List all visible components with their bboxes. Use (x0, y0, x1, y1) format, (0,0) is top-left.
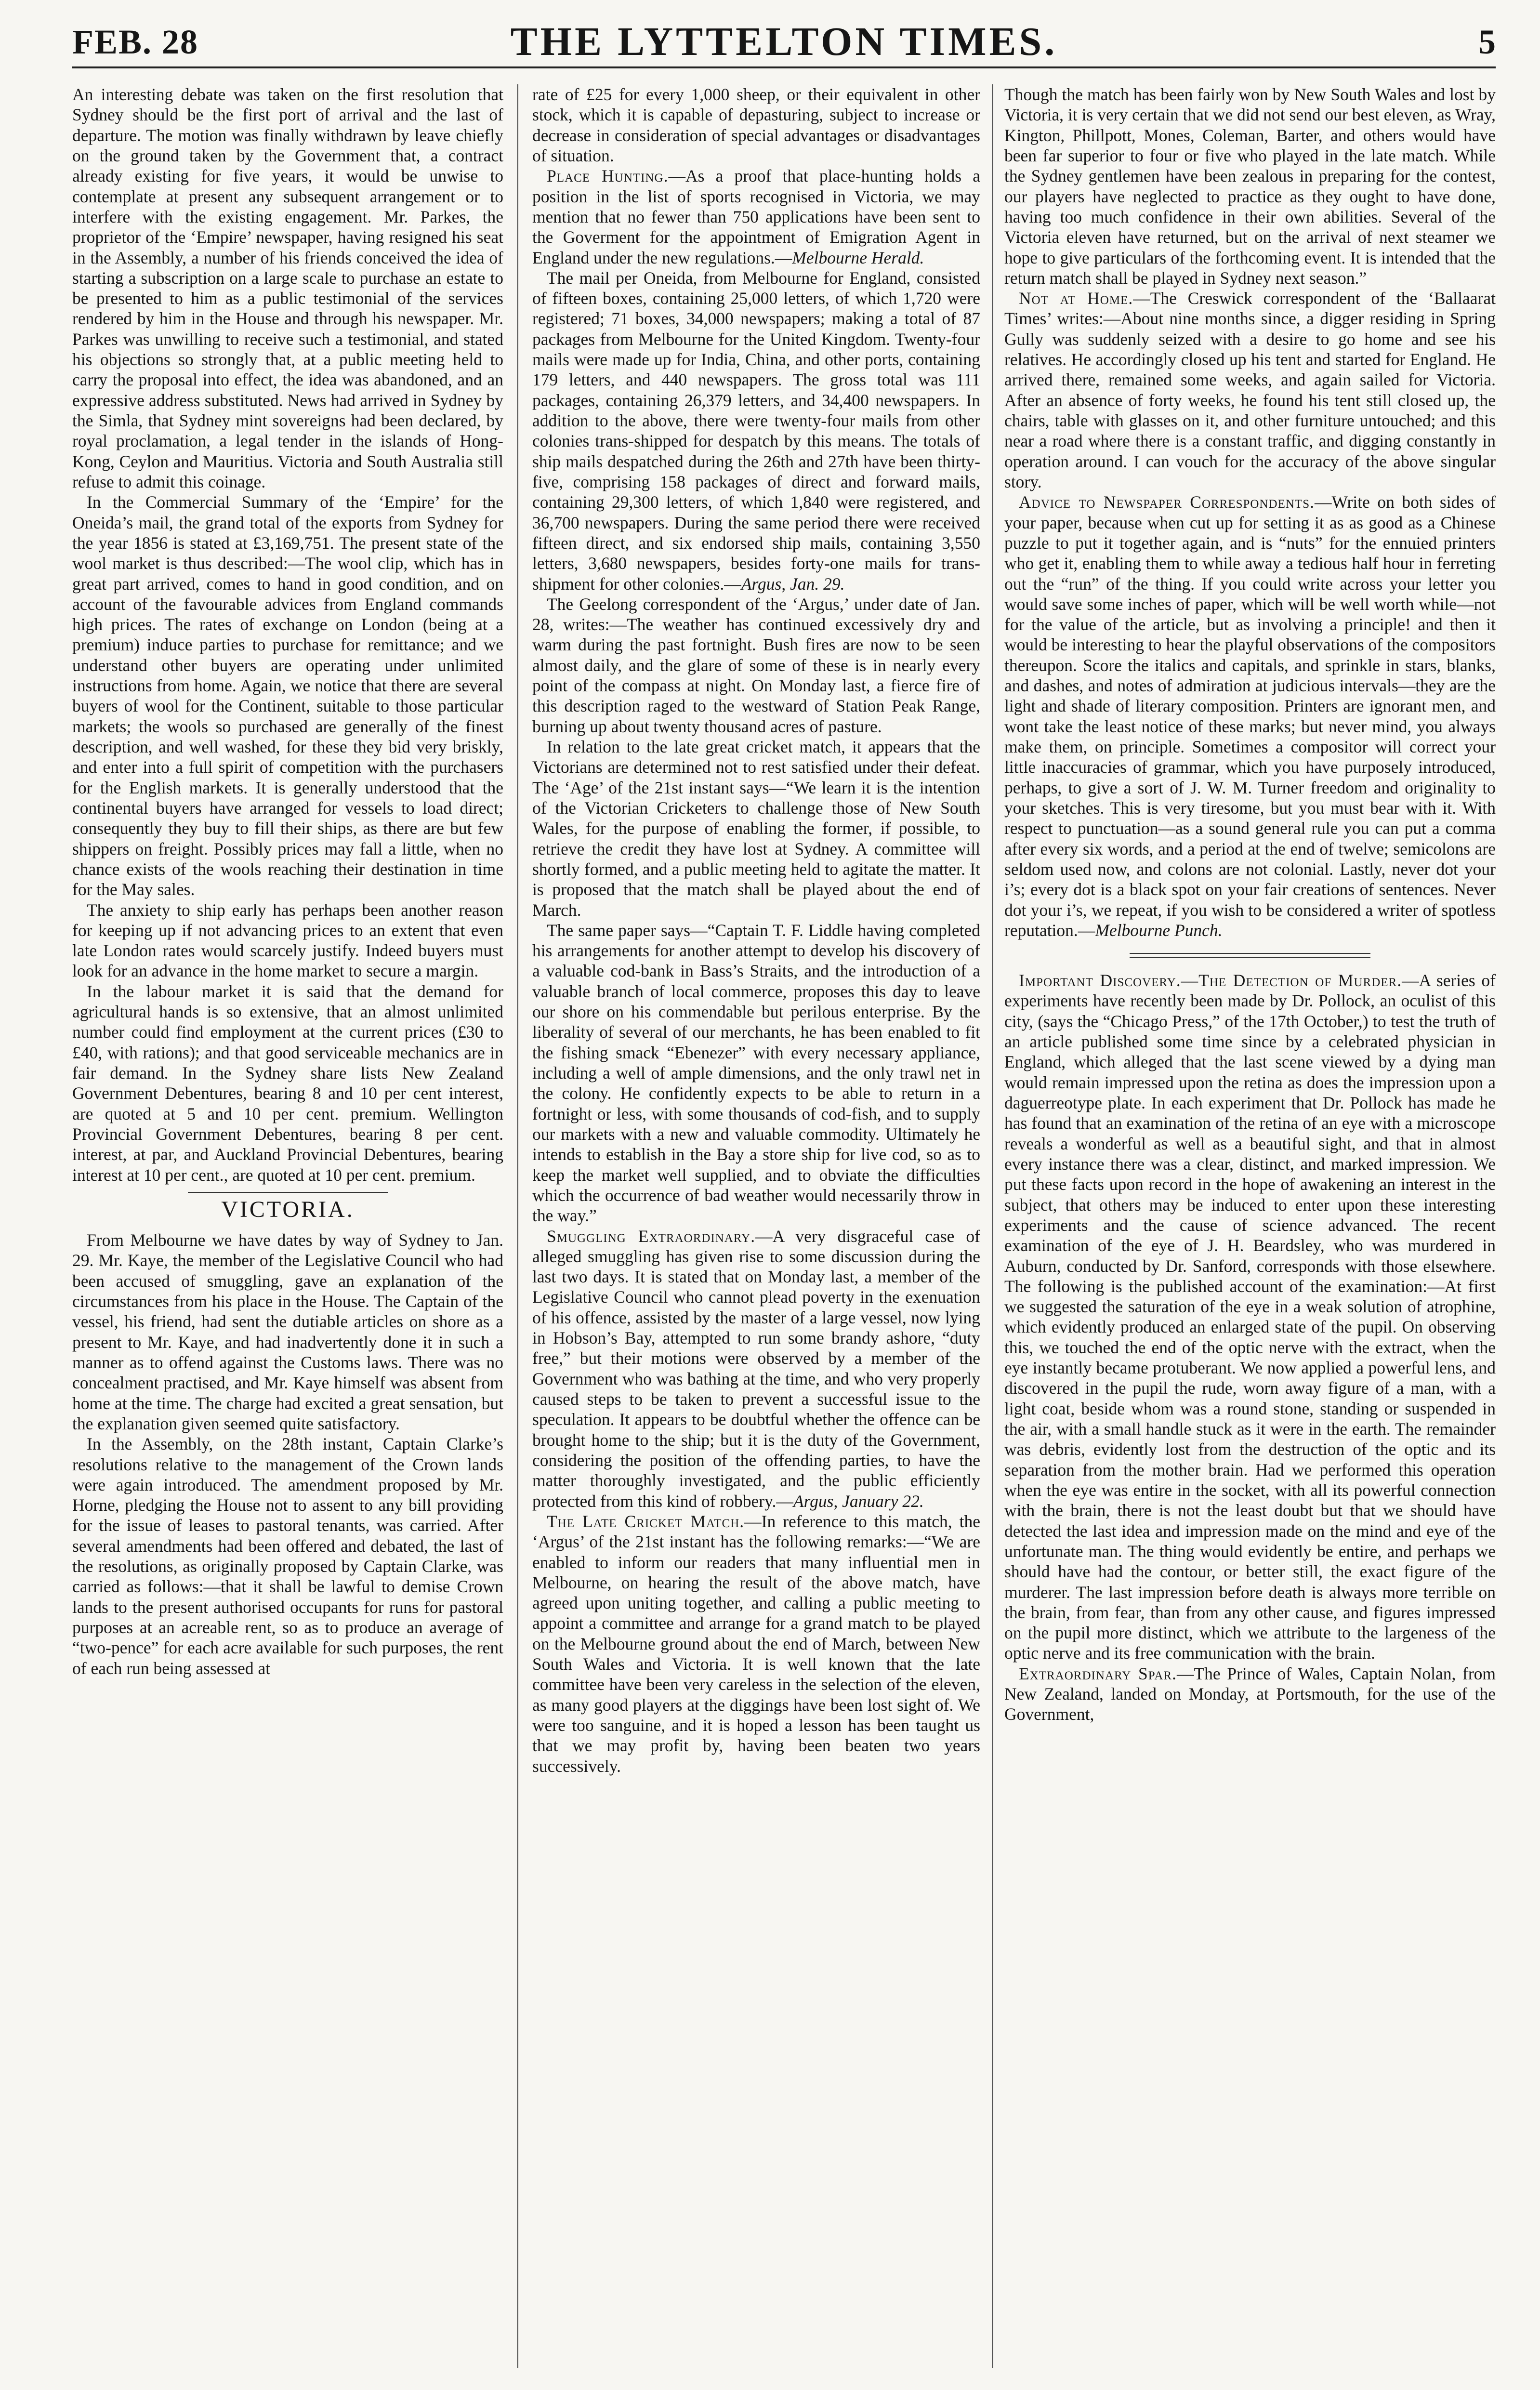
section-rule (1130, 953, 1370, 958)
article-text: —As a proof that place-hunting holds a position in the list of sports recognised in Victoria, we may mention that no fewer than 750 applications have been sent to the Goverment for the appointment of Emigration Agent in England under the new regulations.— (532, 166, 980, 267)
article-paragraph: The Geelong correspondent of the ‘Argus,’ under date of Jan. 28, writes:—The weather has continued excessively dry and warm during the past fortnight. Bush fires are now to be seen almost daily, and the glare of some of these is in nearly every point of the compass at night. On Monday last, a fierce fire of this description raged to the westward of Station Peak Range, burning up about twenty thousand acres of pasture. (532, 594, 980, 736)
section-rule (188, 1192, 388, 1193)
column-divider (517, 84, 518, 2368)
issue-date: FEB. 28 (72, 23, 199, 61)
article-paragraph (1004, 1664, 1496, 1725)
article-paragraph (532, 166, 980, 268)
article-text: —The Creswick correspondent of the ‘Ballaarat Times’ writes:—About nine months since, a digger residing in Spring Gully was suddenly seized with a desire to go home and see his relatives. He accordingly closed up his tent and started for England. He arrived there, remained some weeks, and again sailed for Victoria. After an absence of forty weeks, he found his tent still closed up, the chairs, table with glasses on it, and other furniture untouched; and this near a road where there is a constant traffic, and digging constantly in operation around. I can vouch for the accuracy of the above singular story. (1004, 289, 1496, 491)
article-heading: Important Discovery.—The Detection of Murder. (1019, 971, 1402, 990)
newspaper-title: THE LYTTELTON TIMES. (510, 19, 1058, 64)
masthead (72, 13, 1496, 68)
column-divider (992, 84, 993, 2368)
article-paragraph (532, 1511, 980, 1776)
article-paragraph: An interesting debate was taken on the first resolution that Sydney should be the first port of arrival and the last of departure. The motion was finally withdrawn by leave chiefly on the ground taken by the Government that, a contract already existing for five years, it would be unwise to contemplate at present any subsequent arrangement or to interfere with the existing engagement. Mr. Parkes, the proprietor of the ‘Empire’ newspaper, having resigned his seat in the Assembly, a number of his friends conceived the idea of starting a subscription on a large scale to purchase an estate to be presented to him as a public testimonial of the services rendered by him in the House and through his newspaper. Mr. Parkes was unwilling to receive such a testimonial, and stated his objections so strongly that, at a public meeting held to carry the proposal into effect, the idea was abandoned, and an expressive address substituted. News had arrived in Sydney by the Simla, that Sydney mint sovereigns had been declared, by royal proclamation, a legal tender in the islands of Hong-Kong, Ceylon and Mauritius. Victoria and South Australia still refuse to admit this coinage. (72, 85, 503, 491)
article-paragraph: In relation to the late great cricket match, it appears that the Victorians are determined not to rest satisfied under their defeat. The ‘Age’ of the 21st instant says—“We learn it is the intention of the Victorian Cricketers to challenge those of New South Wales, for the purpose of enabling the former, if possible, to retrieve the credit they have lost at Sydney. A committee will shortly formed, and a public meeting held to agitate the matter. It is proposed that the match shall be played about the end of March. (532, 737, 980, 920)
article-paragraph (1004, 970, 1496, 1664)
article-source: Argus, January 22. (793, 1491, 924, 1511)
column-2 (532, 84, 980, 2377)
article-heading: Extraordinary Spar. (1019, 1664, 1177, 1683)
article-source: Melbourne Punch. (1095, 920, 1223, 940)
section-heading-victoria: VICTORIA. (221, 1196, 355, 1222)
article-heading: The Late Cricket Match. (547, 1511, 745, 1531)
article-heading: Advice to Newspaper Correspondents. (1019, 492, 1315, 512)
article-paragraph: rate of £25 for every 1,000 sheep, or their equivalent in other stock, which it is capable of depasturing, subject to increase or decrease in consideration of special advantages or disadvantages of situation. (532, 85, 980, 165)
article-text: —The Prince of Wales, Captain Nolan, from New Zealand, landed on Monday, at Portsmouth, for the use of the Government, (1004, 1664, 1496, 1724)
article-paragraph: From Melbourne we have dates by way of Sydney to Jan. 29. Mr. Kaye, the member of the Legislative Council who had been accused of smuggling, gave an explanation of the circumstances from his place in the House. The Captain of the vessel, his friend, had sent the dutiable articles on shore as a present to Mr. Kaye, and had inadvertently done it in such a manner as to offend against the Customs laws. There was no concealment practised, and Mr. Kaye himself was absent from home at the time. The charge had excited a great sensation, but the explanation given seemed quite satisfactory. (72, 1230, 503, 1433)
article-heading: Place Hunting. (547, 166, 669, 186)
article-paragraph (532, 1226, 980, 1511)
article-paragraph (1004, 288, 1496, 492)
column-1 (72, 84, 503, 2377)
page-number: 5 (1478, 23, 1496, 61)
article-text: —A series of experiments have recently been made by Dr. Pollock, an oculist of this city, (says the “Chicago Press,” of the 17th October,) to test the truth of an article published some time since by a celebrated physician in England, which alleged that the last scene viewed by a dying man would remain impressed upon the retina as does the impression upon a daguerreotype plate. In each experiment that Dr. Pollock has made he has found that an examination of the retina of an eye with a microscope reveals a wonderful as well as a beautiful sight, and that in almost every instance there was a clear, distinct, and marked impression. We put these facts upon record in the hope of awakening an interest in the subject, that others may be induced to enter upon these interesting experiments and the cause of science advanced. The recent examination of the eye of J. H. Beardsley, who was murdered in Auburn, conducted by Dr. Sanford, corresponds with those elsewhere. The following is the published account of the examination:—At first we suggested the saturation of the eye in a weak solution of atrophine, which evidently produced an enlarged state of the pupil. On observing this, we touched the end of the optic nerve with the extract, when the eye instantly became protuberant. We now applied a powerful lens, and discovered in the pupil the rude, worn away figure of a man, with a light coat, beside whom was a round stone, standing or suspended in the air, with a small handle stuck as it were in the earth. The remainder was debris, evidently lost from the destruction of the optic and its separation from the mother brain. Had we performed this operation when the eye was entire in the socket, with all its powerful connection with the brain, there is not the least doubt but that we should have detected the last idea and impression made on the mind and eye of the unfortunate man. The thing would evidently be entire, and perhaps we should have had the contour, or better still, the exact figure of the murderer. The last impression before death is always more terrible on the brain, from fear, than from any other cause, and figures impressed on the pupil more distinct, which we attribute to the largeness of the optic nerve and its free communication with the brain. (1004, 971, 1496, 1663)
article-text: —A very disgraceful case of alleged smuggling has given rise to some discussion during the last two days. It is stated that on Monday last, a member of the Legislative Council who cannot plead poverty in the exenuation of his offence, assisted by the master of a large vessel, now lying in Hobson’s Bay, attempted to run some brandy ashore, “duty free,” but their motions were observed by a member of the Government who was bathing at the time, and who very properly caused steps to be taken to prevent a successful issue to the speculation. It appears to be doubtful whether the offence can be brought home to the ship; but it is the duty of the Government, considering the position of the offending parties, to have the matter thoroughly investigated, and the public efficiently protected from this kind of robbery.— (532, 1226, 980, 1511)
article-paragraph: In the Commercial Summary of the ‘Empire’ for the Oneida’s mail, the grand total of the exports from Sydney for the year 1856 is stated at £3,169,751. The present state of the wool market is thus described:—The wool clip, which has in great part arrived, comes to hand in good condition, and on account of the favourable advices from England commands high prices. The rates of exchange on London (being at a premium) induce parties to purchase for remittance; and we understand other buyers are operating under unlimited instructions from home. Again, we notice that there are several buyers of wool for the Continent, suitable to those particular markets; the wools so purchased are generally of the finest description, and well washed, for these they bid very briskly, and enter into a full spirit of competition with the purchasers for the English markets. It is generally understood that the continental buyers have arranged for vessels to load direct; consequently they buy to fill their ships, as there are but few shippers on freight. Possibly prices may fall a little, when no chance exists of the wools reaching their destination in time for the May sales. (72, 492, 503, 899)
article-source: Melbourne Herald. (792, 248, 924, 267)
article-paragraph: Though the match has been fairly won by New South Wales and lost by Victoria, it is very certain that we did not send our best eleven, as Wray, Kington, Phillpott, Mones, Coleman, Barter, and others would have been far superior to four or five who played in the late match. While the Sydney gentlemen have been zealous in preparing for the contest, our players have neglected to practice as they ought to have done, having too much confidence in their own abilities. Several of the Victoria eleven have returned, but on the arrival of next steamer we hope to give particulars of the forthcoming event. It is intended that the return match shall be played in Sydney next season.” (1004, 85, 1496, 288)
article-paragraph: In the labour market it is said that the demand for agricultural hands is so extensive, that an almost unlimited number could find employment at the current prices (£30 to £40, with rations); and that good serviceable mechanics are in fair demand. In the Sydney share lists New Zealand Government Debentures, bearing 8 and 10 per cent interest, are quoted at 5 and 10 per cent. premium. Wellington Provincial Government Debentures, bearing 8 per cent. interest, at par, and Auckland Provincial Debentures, bearing interest at 10 per cent., are quoted at 10 per cent. premium. (72, 981, 503, 1185)
article-paragraph: In the Assembly, on the 28th instant, Captain Clarke’s resolutions relative to the management of the Crown lands were again introduced. The amendment proposed by Mr. Horne, pledging the House not to assent to any bill providing for the issue of leases to pastoral tenants, was carried. After several amendments had been offered and debated, the last of the resolutions, as originally proposed by Captain Clarke, was carried as follows:—that it shall be lawful to demise Crown lands to the present authorised occupants for runs for pastoral purposes at an acreable rent, so as to produce an average of “two-pence” for each acre available for such purposes, the rent of each run being assessed at (72, 1434, 503, 1678)
article-text: The mail per Oneida, from Melbourne for England, consisted of fifteen boxes, containing 25,000 letters, of which 1,720 were registered; 71 boxes, 34,000 newspapers; making a total of 87 packages from Melbourne for the United Kingdom. Twenty-four mails were made up for India, China, and other ports, containing 179 letters, and 440 newspapers. The gross total was 111 packages, containing 26,379 letters, and 34,400 newspapers. In addition to the above, there were twenty-four mails from other colonies trans-shipped for despatch by this means. The totals of ship mails despatched during the 26th and 27th have been thirty-five, comprising 158 packages of direct and forward mails, containing 29,300 letters, of which 1,840 were registered, and 36,700 newspapers. During the same period there were received fifteen direct, and six endorsed ship mails, containing 3,550 letters, 3,680 newspapers, besides forty-one mails for trans-shipment for other colonies.— (532, 268, 980, 594)
article-text: —Write on both sides of your paper, because when cut up for setting it as as good as a Chinese puzzle to put it together again, and is “nuts” for the ennuied printers who get it, enabling them to while away a tedious half hour in ferreting out the “run” of the thing. If you could write across your letter you would save some inches of paper, which will be well worth while—not for the value of the article, but as involving a principle! and then it would be interesting to hear the playful observations of the compositors thereupon. Score the italics and capitals, and sprinkle in stars, blanks, and dashes, and notes of admiration at judicious intervals—they are the light and shade of literary composition. Printers are ignorant men, and wont take the least notice of these marks; but never mind, you always make them, on principle. Sometimes a compositor will correct your little inaccuracies of grammar, which you have purposely introduced, perhaps, to give a sort of J. W. M. Turner freedom and originality to your sketches. This is very tiresome, but you must bear with it. With respect to punctuation—as a sound general rule you can put a comma after every six words, and a period at the end of twelve; semicolons are seldom used now, and colons are not colonial. Lastly, never dot your i’s; every dot is a black spot on your fair creations of sentences. Never dot your i’s, we repeat, if you wish to be considered a writer of spotless reputation.— (1004, 492, 1496, 940)
article-source: Argus, Jan. 29. (741, 574, 845, 594)
article-paragraph: The anxiety to ship early has perhaps been another reason for keeping up if not advancing prices to an extent that even late London rates would scarcely justify. Indeed buyers must look for an advance in the home market to secure a margin. (72, 900, 503, 981)
article-paragraph: The same paper says—“Captain T. F. Liddle having completed his arrangements for another attempt to develop his discovery of a valuable cod-bank in Bass’s Straits, and the introduction of a valuable branch of local commerce, proposes this day to leave our shore on his commendable but perilous enterprise. By the liberality of several of our merchants, he has been enabled to fit the fishing smack “Ebenezer” with every necessary appliance, including a well of ample dimensions, and the only trawl net in the colony. He confidently expects to be able to return in a fortnight or less, with some thousands of cod-fish, and to supply our markets with a new and valuable commodity. Ultimately he intends to establish in the Bay a store ship for live cod, so as to keep the market well supplied, and to obviate the difficulties which the occurrence of bad weather would necessarily throw in the way.” (532, 920, 980, 1226)
article-text: —In reference to this match, the ‘Argus’ of the 21st instant has the following remarks:—“We are enabled to inform our readers that many influential men in Melbourne, on hearing the result of the above match, have agreed upon uniting together, and calling a public meeting to appoint a committee and arrange for a grand match to be played on the Melbourne ground about the end of March, between New South Wales and Victoria. It is well known that the late committee have been very careless in the selection of the eleven, as many good players at the diggings have been lost sight of. We were too sanguine, and it is hoped a lesson has been taught us that we may profit by, having been beaten two years successively. (532, 1511, 980, 1776)
article-paragraph (532, 268, 980, 594)
article-paragraph (1004, 492, 1496, 940)
article-heading: Not at Home. (1019, 289, 1133, 308)
article-heading: Smuggling Extraordinary. (547, 1226, 756, 1246)
column-3 (1004, 84, 1496, 2377)
